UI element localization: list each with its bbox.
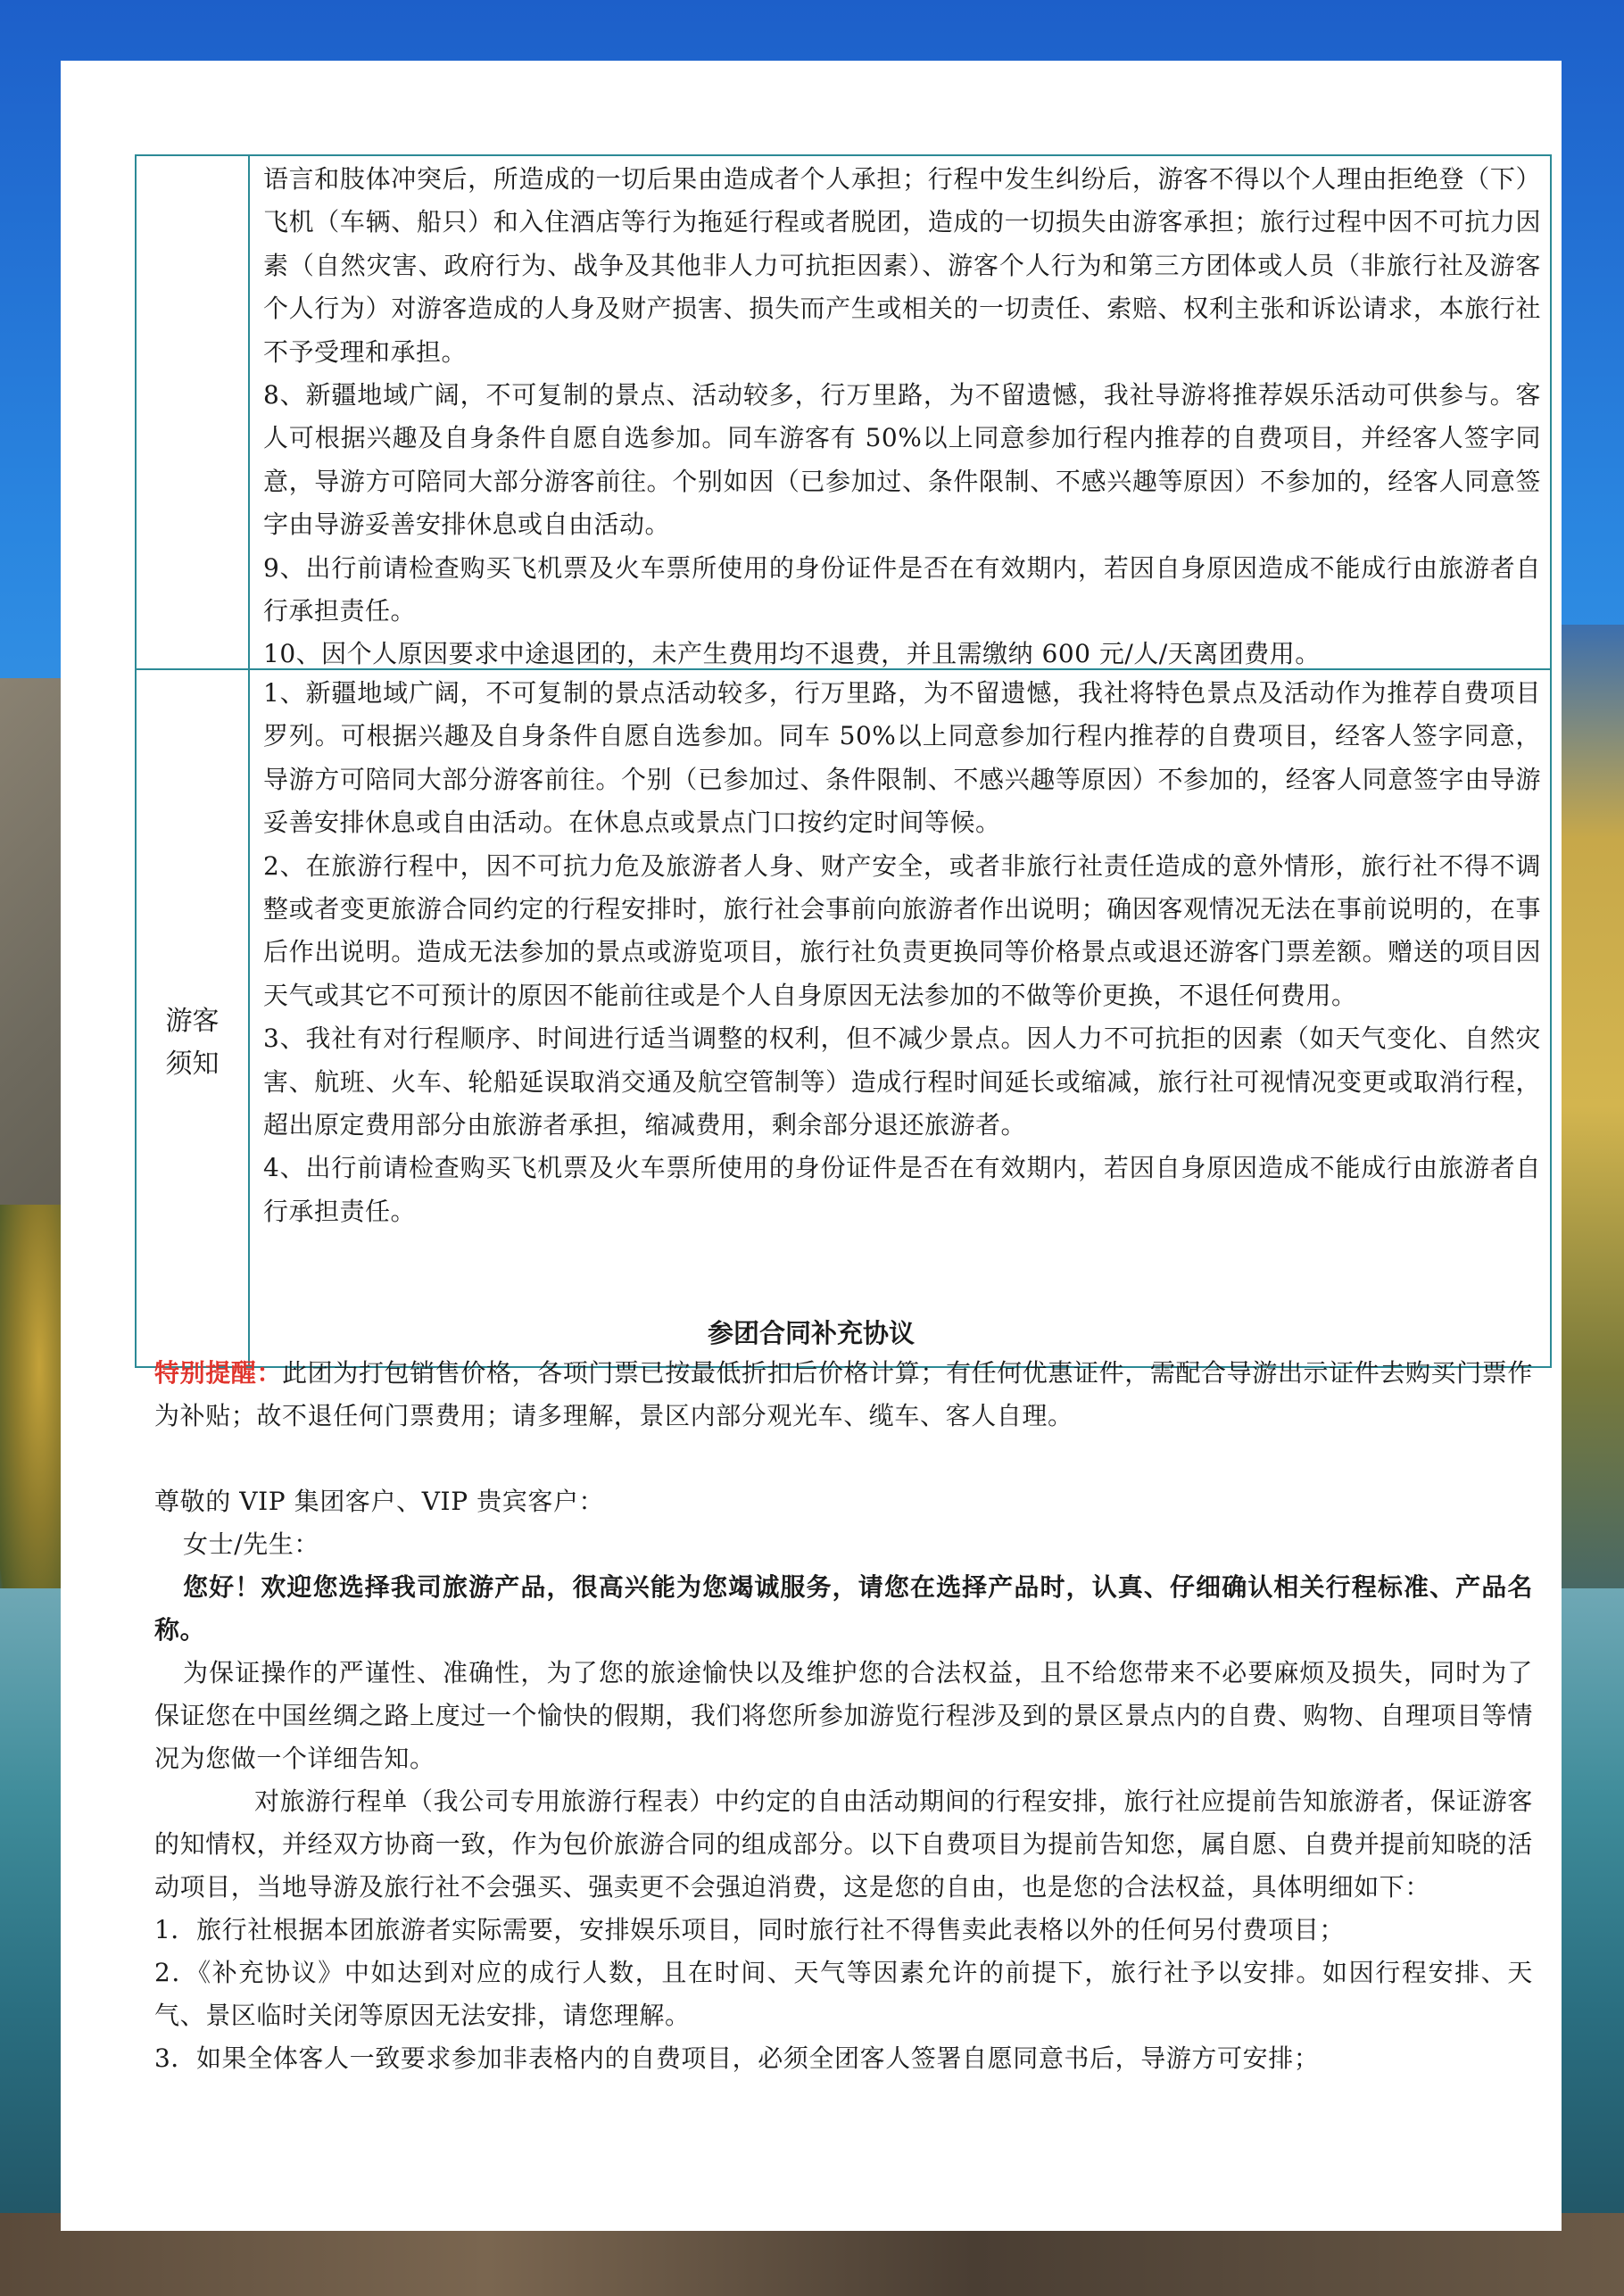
paragraph: 对旅游行程单（我公司专用旅游行程表）中约定的自由活动期间的行程安排，旅行社应提前告知旅游者，保证游客的知情权，并经双方协商一致，作为包价旅游合同的组成部分。以下自费项目为提前告知您，属自愿、自费并提前知晓的活动项目，当地导游及旅行社不会强买、强卖更不会强迫消费，这是您的自由，也是您的合法权益，具体明细如下： <box>154 1786 1533 1902</box>
document-page <box>61 61 1562 2231</box>
reminder-text: 此团为打包销售价格，各项门票已按最低折扣后价格计算；有任何优惠证件，需配合导游出示证件去购买门票作为补贴；故不退任何门票费用；请多理解，景区内部分观光车、缆车、客人自理。 <box>154 1358 1533 1430</box>
row-label-line: 须知 <box>165 1049 220 1080</box>
paragraph: 3、我社有对行程顺序、时间进行适当调整的权利，但不减少景点。因人力不可抗拒的因素（如天气变化、自然灾害、航班、火车、轮船延误取消交通及航空管制等）造成行程时间延长或缩减，旅行社可视情况变更或取消行程，超出原定费用部分由旅游者承担，缩减费用，剩余部分退还旅游者。 <box>263 1024 1541 1140</box>
reminder-label: 特别提醒： <box>154 1358 283 1388</box>
table-row-content <box>263 158 1541 676</box>
agreement-body <box>154 1352 1533 2080</box>
list-item: 3．如果全体客人一致要求参加非表格内的自费项目，必须全团客人签署自愿同意书后，导游方可安排； <box>154 2043 1320 2073</box>
paragraph: 为保证操作的严谨性、准确性，为了您的旅途愉快以及维护您的合法权益，且不给您带来不必要麻烦及损失，同时为了保证您在中国丝绸之路上度过一个愉快的假期，我们将您所参加游览行程涉及到的景区景点内的自费、购物、自理项目等情况为您做一个详细告知。 <box>154 1658 1533 1773</box>
salutation: 尊敬的 VIP 集团客户、VIP 贵宾客户： <box>154 1487 605 1516</box>
list-item: 1．旅行社根据本团旅游者实际需要，安排娱乐项目，同时旅行社不得售卖此表格以外的任何另付费项目； <box>154 1915 1346 1944</box>
list-item: 2．《补充协议》中如达到对应的成行人数，且在时间、天气等因素允许的前提下，旅行社予以安排。如因行程安排、天气、景区临时关闭等原因无法安排，请您理解。 <box>154 1958 1533 2030</box>
row-label <box>137 1000 248 1086</box>
paragraph: 2、在旅游行程中，因不可抗力危及旅游者人身、财产安全，或者非旅行社责任造成的意外情形，旅行社不得不调整或者变更旅游合同约定的行程安排时，旅行社会事前向旅游者作出说明；确因客观情况无法在事前说明的，在事后作出说明。造成无法参加的景点或游览项目，旅行社负责更换同等价格景点或退还游客门票差额。赠送的项目因天气或其它不可预计的原因不能前往或是个人自身原因无法参加的不做等价更换，不退任何费用。 <box>263 850 1541 1010</box>
table-row-tourist-notice <box>135 668 1552 1368</box>
paragraph: 1、新疆地域广阔，不可复制的景点活动较多，行万里路，为不留遗憾，我社将特色景点及活动作为推荐自费项目罗列。可根据兴趣及自身条件自愿自选参加。同车 50%以上同意参加行程内推荐的自费项目，经客人签字同意，导游方可陪同大部分游客前往。个别（已参加过、条件限制、不感兴趣等原因）不参加的，经客人同意签字由导游妥善安排休息或自由活动。在休息点或景点门口按约定时间等候。 <box>263 678 1541 838</box>
paragraph: 8、新疆地域广阔，不可复制的景点、活动较多，行万里路，为不留遗憾，我社导游将推荐娱乐活动可供参与。客人可根据兴趣及自身条件自愿自选参加。同车游客有 50%以上同意参加行程内推荐的自费项目，并经客人签字同意，导游方可陪同大部分游客前往。个别如因（已参加过、条件限制、不感兴趣等原因）不参加的，经客人同意签字由导游妥善安排休息或自由活动。 <box>263 380 1541 540</box>
welcome-text: 您好！欢迎您选择我司旅游产品，很高兴能为您竭诚服务，请您在选择产品时，认真、仔细确认相关行程标准、产品名称。 <box>154 1572 1533 1645</box>
table-row-content <box>263 672 1541 1233</box>
addressee: 女士/先生： <box>183 1529 320 1559</box>
agreement-title: 参团合同补充协议 <box>707 1318 915 1348</box>
paragraph: 10、因个人原因要求中途退团的，未产生费用均不退费，并且需缴纳 600 元/人/天离团费用。 <box>263 639 1321 669</box>
row-label-cell <box>137 670 250 1366</box>
table-row-continued <box>135 154 1552 670</box>
special-reminder <box>154 1352 1533 1438</box>
row-label-line: 游客 <box>165 1006 220 1037</box>
paragraph: 语言和肢体冲突后，所造成的一切后果由造成者个人承担；行程中发生纠纷后，游客不得以个人理由拒绝登（下）飞机（车辆、船只）和入住酒店等行为拖延行程或者脱团，造成的一切损失由游客承担；旅行过程中因不可抗力因素（自然灾害、政府行为、战争及其他非人力可抗拒因素）、游客个人行为和第三方团体或人员（非旅行社及游客个人行为）对游客造成的人身及财产损害、损失而产生或相关的一切责任、索赔、权利主张和诉讼请求，本旅行社不予受理和承担。 <box>263 164 1541 367</box>
paragraph: 9、出行前请检查购买飞机票及火车票所使用的身份证件是否在有效期内，若因自身原因造成不能成行由旅游者自行承担责任。 <box>263 552 1541 626</box>
paragraph: 4、出行前请检查购买飞机票及火车票所使用的身份证件是否在有效期内，若因自身原因造成不能成行由旅游者自行承担责任。 <box>263 1153 1541 1226</box>
table-row-label-empty <box>137 156 250 668</box>
